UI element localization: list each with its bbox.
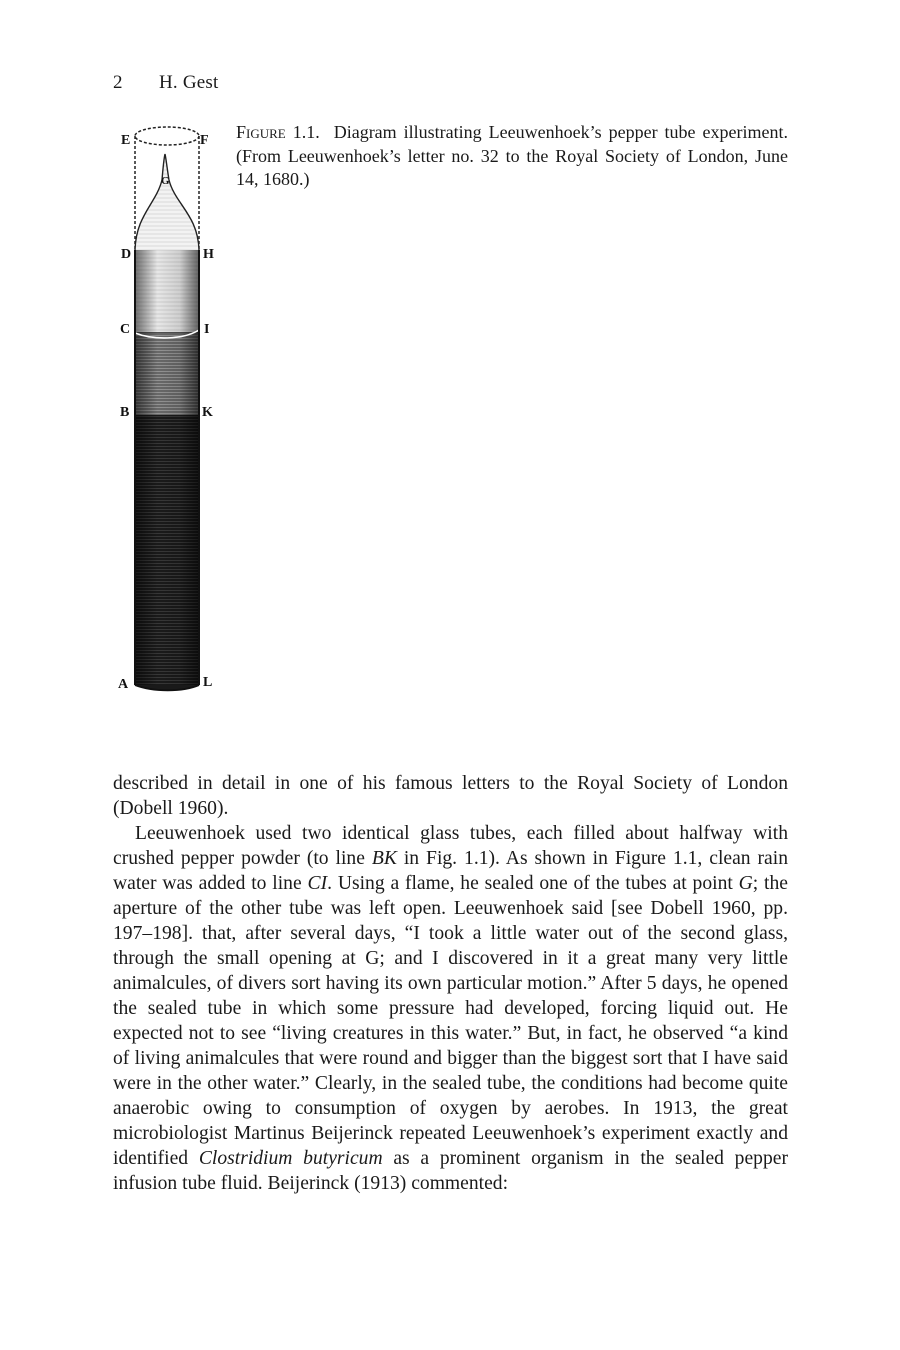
tube-open-top-outline (135, 127, 199, 145)
line-ci-ref: CI (307, 873, 328, 894)
line-bk-ref: BK (371, 848, 397, 869)
tube-shading (135, 250, 199, 685)
pepper-tube-diagram (108, 120, 228, 700)
point-g-ref: G (738, 873, 753, 894)
page-number: 2 (113, 72, 123, 93)
label-I: I (204, 322, 210, 337)
paragraph-2: Leeuwenhoek used two identical glass tubes, each filled about halfway with crushed pepper powder (to line BK in Fig. 1.1). As shown in Figure 1.1, clean rain water was added to line CI. Using a flame, he sealed one of the tubes at point G; the aperture of the other tube was left open. Leeuwenhoek said [see Dobell 1960, pp. 197–198]. that, after several days, “I took a little water out of the second glass, through the small opening at G; and I discovered in it a great many very little animalcules, of divers sort having its own particular motion.” After 5 days, he opened the sealed tube in which some pressure had developed, forcing liquid out. He expected not to see “living creatures in this water.” But, in fact, he observed “a kind of living animalcules that were round and bigger than the biggest sort that I have said were in the other water.” Clearly, in the sealed tube, the conditions had become quite anaerobic owing to consumption of oxygen by aerobes. In 1913, the great microbiologist Martinus Beijerinck repeated Leeuwenhoek’s experiment exactly and identified Clostridium butyricum as a prominent organism in the sealed pepper infusion tube fluid. Beijerinck (1913) commented: (113, 823, 788, 1194)
label-G: G (161, 175, 170, 187)
label-C: C (120, 322, 131, 337)
tube-bottom (135, 685, 199, 690)
figure-caption (236, 121, 788, 192)
figure-caption-label: Figure 1.1. (236, 122, 320, 142)
label-K: K (202, 405, 213, 420)
species-name: Clostridium butyricum (198, 1148, 383, 1169)
running-head-author: H. Gest (159, 72, 219, 93)
body-text (113, 771, 788, 1196)
figure-caption-text: Diagram illustrating Leeuwenhoek’s pepper tube experiment. (From Leeuwenhoek’s letter no. 32 to the Royal Society of London, June 14, 1680.) (236, 122, 788, 189)
label-L: L (203, 675, 213, 690)
label-D: D (121, 247, 132, 262)
figure-pepper-tube (108, 120, 228, 700)
running-head (113, 72, 218, 94)
label-B: B (120, 405, 130, 420)
label-A: A (118, 677, 129, 692)
paragraph-1: described in detail in one of his famous letters to the Royal Society of London (Dobell 1960). (113, 773, 788, 819)
label-E: E (121, 133, 131, 148)
label-H: H (203, 247, 214, 262)
label-F: F (200, 133, 209, 148)
